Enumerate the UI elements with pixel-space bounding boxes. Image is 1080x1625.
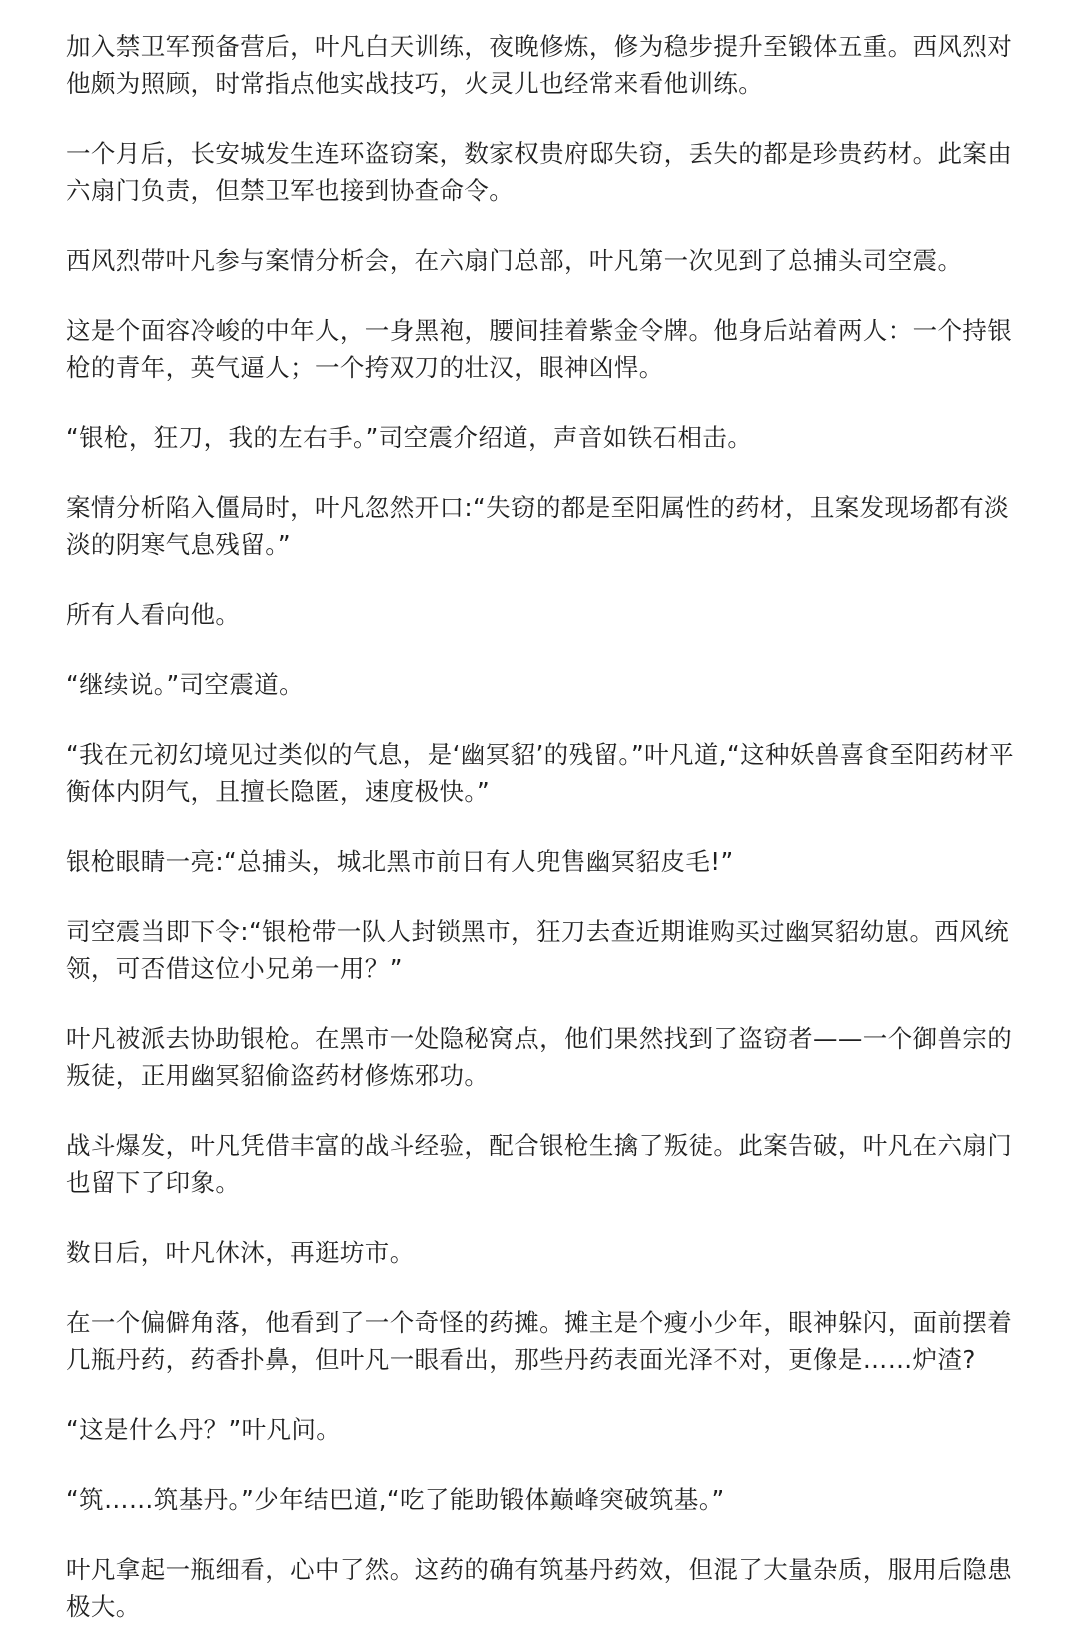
paragraph: 案情分析陷入僵局时，叶凡忽然开口:“失窃的都是至阳属性的药材，且案发现场都有淡淡的阴寒气息残留。” — [66, 493, 1010, 559]
paragraph: “我在元初幻境见过类似的气息，是‘幽冥貂’的残留。”叶凡道,“这种妖兽喜食至阳药材平衡体内阴气，且擅长隐匿，速度极快。” — [66, 740, 1014, 806]
paragraph: 一个月后，长安城发生连环盗窃案，数家权贵府邸失窃，丢失的都是珍贵药材。此案由六扇门负责，但禁卫军也接到协查命令。 — [66, 139, 1013, 205]
paragraph: 这是个面容冷峻的中年人，一身黑袍，腰间挂着紫金令牌。他身后站着两人：一个持银枪的青年，英气逼人；一个挎双刀的壮汉，眼神凶悍。 — [66, 316, 1013, 382]
paragraph: “继续说。”司空震道。 — [66, 670, 305, 699]
paragraph: 司空震当即下令:“银枪带一队人封锁黑市，狂刀去查近期谁购买过幽冥貂幼崽。西风统领，可否借这位小兄弟一用？” — [66, 917, 1010, 983]
paragraph: 银枪眼睛一亮:“总捕头，城北黑市前日有人兜售幽冥貂皮毛!” — [66, 847, 734, 876]
paragraph: 西风烈带叶凡参与案情分析会，在六扇门总部，叶凡第一次见到了总捕头司空震。 — [66, 246, 963, 275]
paragraph: “筑……筑基丹。”少年结巴道,“吃了能助锻体巅峰突破筑基。” — [66, 1485, 725, 1514]
paragraph: 所有人看向他。 — [66, 600, 241, 629]
paragraph: 数日后，叶凡休沐，再逛坊市。 — [66, 1238, 415, 1267]
paragraph: 叶凡被派去协助银枪。在黑市一处隐秘窝点，他们果然找到了盗窃者——一个御兽宗的叛徒，正用幽冥貂偷盗药材修炼邪功。 — [66, 1024, 1013, 1090]
paragraph: “银枪，狂刀，我的左右手。”司空震介绍道，声音如铁石相击。 — [66, 423, 753, 452]
paragraph: “这是什么丹？”叶凡问。 — [66, 1415, 342, 1444]
paragraph: 战斗爆发，叶凡凭借丰富的战斗经验，配合银枪生擒了叛徒。此案告破，叶凡在六扇门也留下了印象。 — [66, 1131, 1013, 1197]
paragraph: 加入禁卫军预备营后，叶凡白天训练，夜晚修炼，修为稳步提升至锻体五重。西风烈对他颇为照顾，时常指点他实战技巧，火灵儿也经常来看他训练。 — [66, 32, 1013, 98]
paragraph: 在一个偏僻角落，他看到了一个奇怪的药摊。摊主是个瘦小少年，眼神躲闪，面前摆着几瓶丹药，药香扑鼻，但叶凡一眼看出，那些丹药表面光泽不对，更像是……炉渣? — [66, 1308, 1013, 1374]
paragraph: 叶凡拿起一瓶细看，心中了然。这药的确有筑基丹药效，但混了大量杂质，服用后隐患极大。 — [66, 1555, 1013, 1621]
